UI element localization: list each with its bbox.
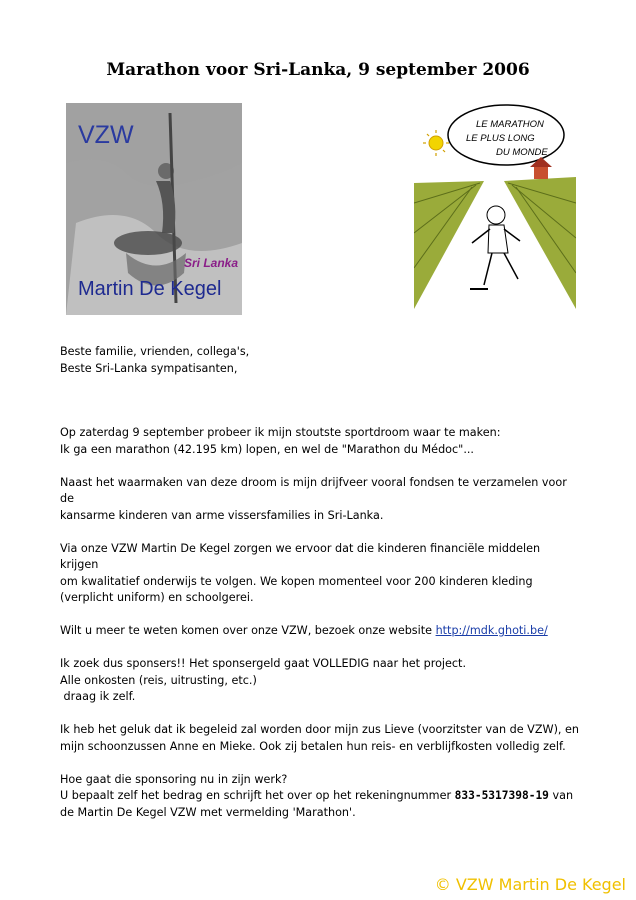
paragraph-2-line-2: kansarme kinderen van arme vissersfamilies in Sri-Lanka. [60,508,384,522]
marathon-cartoon-image [414,103,576,309]
paragraph-5-line-3: draag ik zelf. [60,690,136,703]
paragraph-5-line-2: Alle onkosten (reis, uitrusting, etc.) [60,673,257,687]
paragraph-7-text: U bepaalt zelf het bedrag en schrijft het over op het rekeningnummer [60,789,455,802]
logo-country-text: Sri Lanka [184,256,239,270]
paragraph-4 [60,623,580,640]
paragraph-3-line-3: (verplicht uniform) en schoolgerei. [60,591,254,604]
paragraph-7-line-3: de Martin De Kegel VZW met vermelding 'Marathon'. [60,805,356,819]
paragraph-7-line-2 [60,788,580,805]
paragraph-7-line-1: Hoe gaat die sponsoring nu in zijn werk? [60,772,288,786]
paragraph-7-text-end: van [548,789,574,802]
paragraph-6-line-1: Ik heb het geluk dat ik begeleid zal worden door mijn zus Lieve (voorzitster van de VZW), en [60,723,580,736]
page-title: Marathon voor Sri-Lanka, 9 september 2006 [106,60,530,80]
paragraph-4-text: Wilt u meer te weten komen over onze VZW, bezoek onze website [60,624,436,637]
marathon-cartoon-graphic [414,103,576,309]
cartoon-line3: DU MONDE [496,147,548,158]
account-number: 833-5317398-19 [454,789,549,802]
letter-body [60,344,580,821]
vzw-logo-graphic [66,103,242,315]
greeting-line-1: Beste familie, vrienden, collega's, [60,345,250,358]
vzw-logo-image [66,103,242,315]
logo-vzw-text: VZW [78,121,134,149]
paragraph-2-line-1: Naast het waarmaken van deze droom is mijn drijfveer vooral fondsen te verzamelen voor de [60,475,567,505]
cartoon-line1: LE MARATHON [476,119,544,130]
copyright-footer: © VZW Martin De Kegel [434,875,626,894]
paragraph-5-line-1: Ik zoek dus sponsers!! Het sponsergeld gaat VOLLEDIG naar het project. [60,657,466,670]
logo-name-text: Martin De Kegel [78,278,222,300]
cartoon-line2: LE PLUS LONG [466,133,535,144]
paragraph-3-line-2: om kwalitatief onderwijs te volgen. We kopen momenteel voor 200 kinderen kleding [60,574,533,588]
paragraph-6-line-2: mijn schoonzussen Anne en Mieke. Ook zij betalen hun reis- en verblijfkosten volledig zelf. [60,739,566,753]
greeting-line-2: Beste Sri-Lanka sympatisanten, [60,361,238,375]
paragraph-3-line-1: Via onze VZW Martin De Kegel zorgen we ervoor dat die kinderen financiële middelen krijgen [60,541,541,571]
website-link[interactable]: http://mdk.ghoti.be/ [435,624,548,637]
paragraph-1-line-2: Ik ga een marathon (42.195 km) lopen, en wel de "Marathon du Médoc"... [60,442,474,456]
paragraph-1-line-1: Op zaterdag 9 september probeer ik mijn stoutste sportdroom waar te maken: [60,426,501,439]
